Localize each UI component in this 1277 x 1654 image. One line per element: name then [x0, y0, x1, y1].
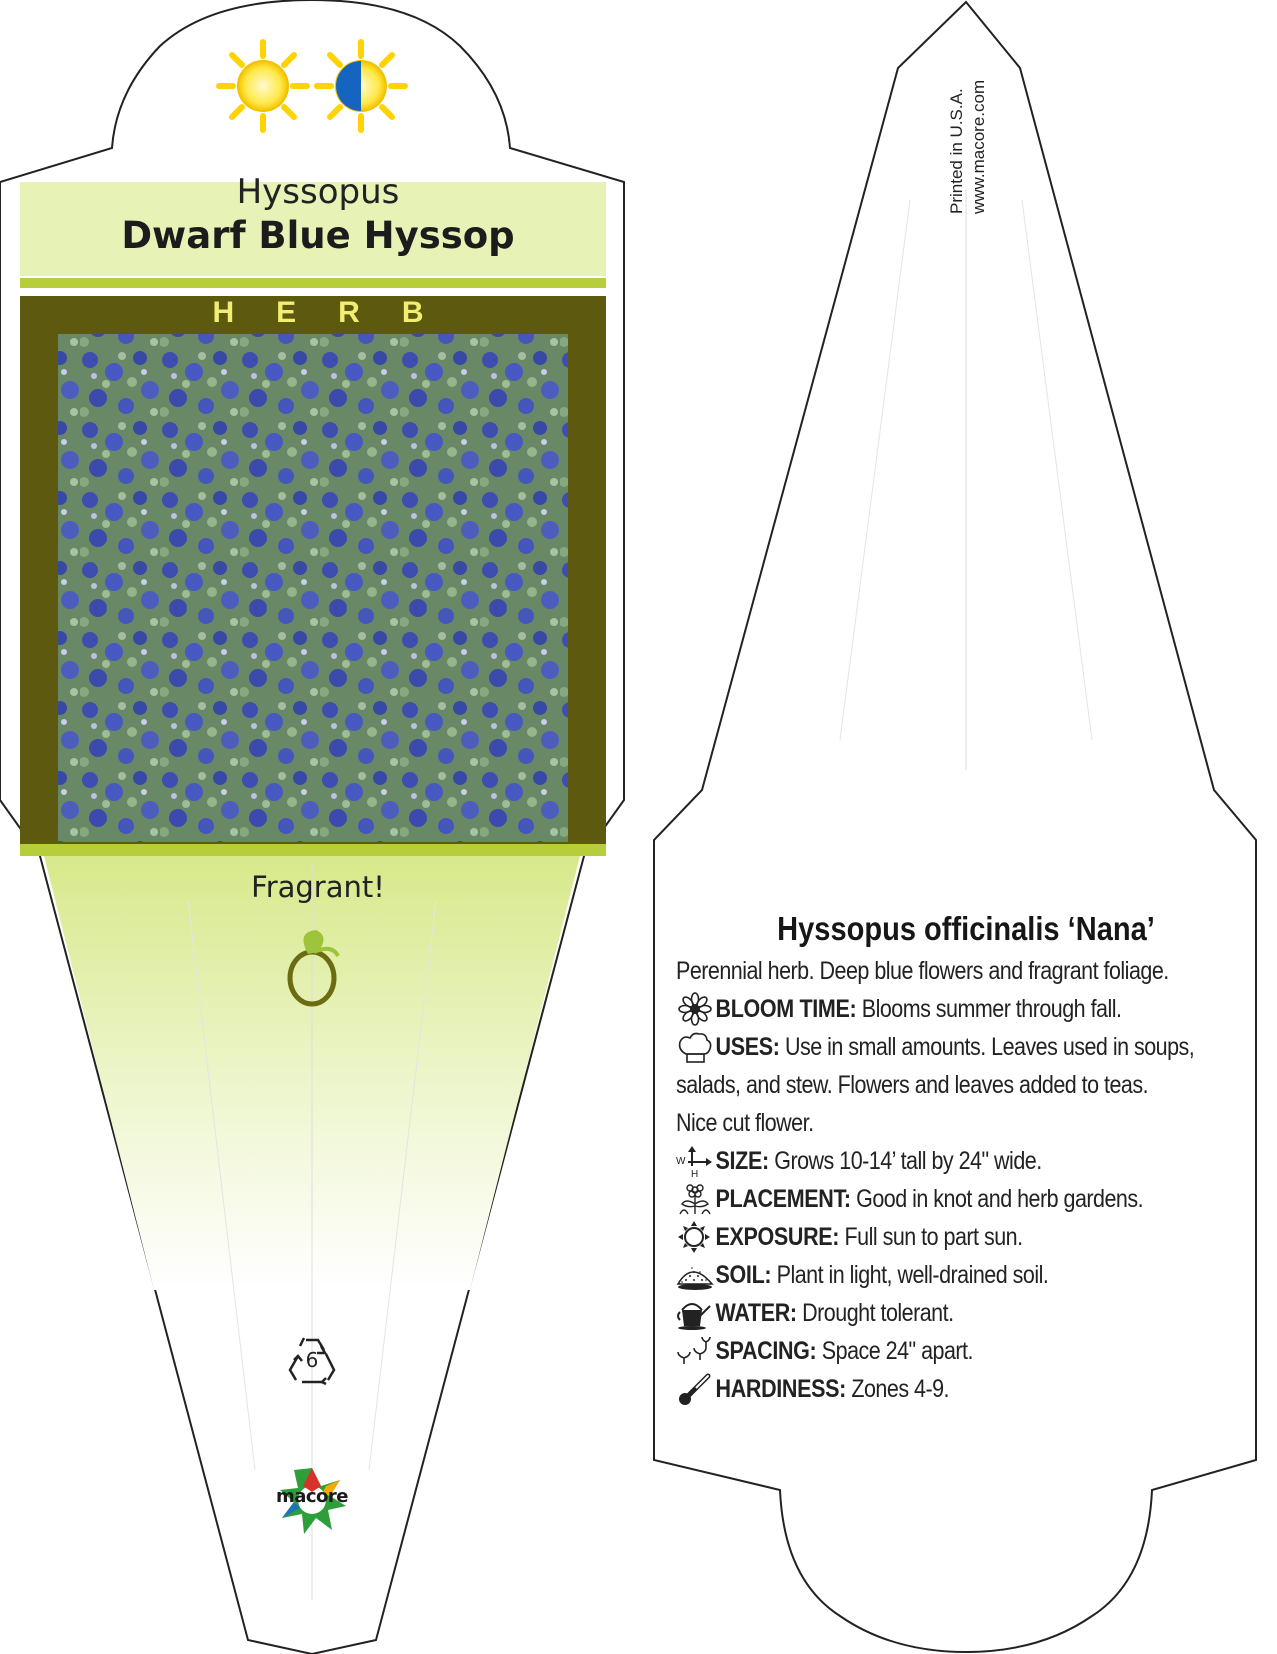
care-bloom-time: [676, 990, 1256, 1028]
care-label: WATER:: [715, 1299, 797, 1327]
care-size: [676, 1142, 1256, 1180]
care-uses-continued-2: Nice cut flower.: [676, 1109, 814, 1137]
category-label: HERB: [212, 296, 466, 329]
genus-name: Hyssopus: [236, 172, 400, 212]
lower-band-top: [20, 844, 606, 856]
description: Perennial herb. Deep blue flowers and fragrant foliage.: [676, 957, 1169, 985]
printed-info: [946, 44, 990, 214]
care-text: Full sun to part sun.: [839, 1223, 1023, 1251]
care-text: Use in small amounts. Leaves used in soups,: [779, 1033, 1195, 1061]
care-hardiness: [676, 1370, 1256, 1408]
size-letter-w: W: [676, 1156, 685, 1167]
care-uses: [676, 1028, 1256, 1066]
size-letter-h: H: [691, 1169, 698, 1178]
care-text: Plant in light, well-drained soil.: [771, 1261, 1049, 1289]
care-label: SPACING:: [715, 1337, 817, 1365]
care-label: USES:: [715, 1033, 780, 1061]
care-label: BLOOM TIME:: [715, 995, 857, 1023]
care-text: Space 24" apart.: [816, 1337, 973, 1365]
care-text: Grows 10-14’ tall by 24" wide.: [768, 1147, 1042, 1175]
part-sun-icon: [317, 42, 405, 130]
care-water: [676, 1294, 1256, 1332]
common-name: Dwarf Blue Hyssop: [121, 214, 515, 257]
botanical-name: Hyssopus officinalis ‘Nana’: [777, 910, 1155, 947]
tagline: Fragrant!: [251, 870, 385, 904]
care-label: SIZE:: [715, 1147, 769, 1175]
care-exposure: [676, 1218, 1256, 1256]
care-text: Good in knot and herb gardens.: [850, 1185, 1144, 1213]
printed-text: Printed in U.S.A.: [947, 88, 966, 214]
care-spacing: [676, 1332, 1256, 1370]
care-text: Zones 4-9.: [845, 1375, 949, 1403]
care-label: EXPOSURE:: [715, 1223, 840, 1251]
care-text: Drought tolerant.: [796, 1299, 954, 1327]
care-uses-continued-1: salads, and stew. Flowers and leaves added to teas.: [676, 1071, 1149, 1099]
care-placement: [676, 1180, 1256, 1218]
care-info: [676, 910, 1256, 1408]
care-label: HARDINESS:: [715, 1375, 846, 1403]
care-label: SOIL:: [715, 1261, 772, 1289]
recycle-number: 6: [305, 1348, 319, 1372]
full-sun-icon: [219, 42, 307, 130]
website-text: www.macore.com: [969, 79, 988, 214]
brand-name: macore: [275, 1486, 349, 1507]
care-label: PLACEMENT:: [715, 1185, 851, 1213]
care-soil: [676, 1256, 1256, 1294]
title-underline: [20, 278, 606, 288]
care-text: Blooms summer through fall.: [856, 995, 1122, 1023]
